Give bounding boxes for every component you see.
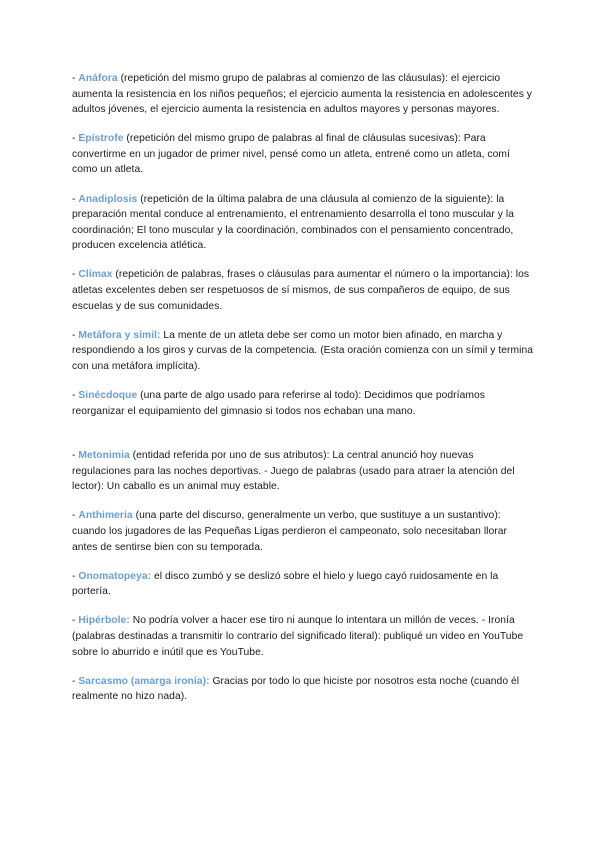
entry-prefix: -: [72, 133, 79, 145]
entry-text: (repetición del mismo grupo de palabras al comienzo de las cláusulas): el ejercicio aumenta la resistencia en los niños pequeños; el ejercicio aumenta la resistencia en adolescentes y adultos jóvenes, el ejercicio aumenta la resistencia en adultos mayores y personas mayores.: [72, 73, 532, 116]
entry-text: No podría volver a hacer ese tiro ni aunque lo intentara un millón de veces. - Ironía (palabras destinadas a transmitir lo contrario del significado literal): publiqué un video en YouTube sobre lo aburrido e inútil que es YouTube.: [72, 615, 524, 658]
entry-prefix: -: [72, 329, 79, 341]
entry-text: (repetición de palabras, frases o cláusulas para aumentar el número o la importancia): los atletas excelentes deben ser respetuosos de sí mismos, de sus compañeros de equipo, de sus escuelas y de sus comunidades.: [72, 269, 530, 312]
entry-prefix: -: [72, 570, 79, 582]
entry-anadiplosis: [72, 192, 534, 254]
entry-text: (repetición del mismo grupo de palabras al final de cláusulas sucesivas): Para convertirme en un jugador de primer nivel, pensé como un atleta, entrené como un atleta, comí como un atleta.: [72, 133, 510, 176]
entry-term: Metáfora y símil:: [78, 329, 161, 341]
entry-term: Anthimeria: [78, 510, 133, 522]
entry-term: Sinécdoque: [78, 390, 138, 401]
entry-text: La mente de un atleta debe ser como un motor bien afinado, en marcha y respondiendo a los giros y curvas de la competencia. (Esta oración comienza con un símil y termina con una metáfora implícita).: [72, 329, 534, 372]
entry-text: el disco zumbó y se deslizó sobre el hielo y luego cayó ruidosamente en la portería.: [72, 570, 499, 598]
entry-epistrofe: [72, 131, 534, 178]
entry-text: Gracias por todo lo que hiciste por nosotros esta noche (cuando él realmente no hizo nada).: [72, 675, 520, 703]
entry-hiperbole: [72, 613, 534, 660]
entry-term: Sarcasmo (amarga ironía):: [78, 675, 210, 687]
entry-text: (repetición de la última palabra de una cláusula al comienzo de la siguiente): la preparación mental conduce al entrenamiento, el entrenamiento desarrolla el tono muscular y la coordinación; El tono muscular y la coordinación, combinados con el pensamiento concentrado, producen excelencia atlética.: [72, 193, 514, 252]
entry-text: (entidad referida por uno de sus atributos): La central anunció hoy nuevas regulaciones para las noches deportivas. - Juego de palabras (usado para atraer la atención del lector): Un caballo es un animal muy estable.: [72, 450, 515, 493]
entry-term: Clímax: [78, 269, 113, 281]
entry-text: (una parte de algo usado para referirse al todo): Decidimos que podríamos reorganizar el equipamiento del gimnasio si todos nos echaban una mano.: [72, 390, 485, 417]
entry-term: Onomatopeya:: [78, 570, 152, 582]
entry-anafora: [72, 71, 534, 118]
entry-prefix: -: [72, 675, 79, 687]
entry-prefix: -: [72, 269, 79, 281]
entry-anthimeria: [72, 508, 534, 555]
entry-prefix: -: [72, 450, 79, 462]
entry-prefix: -: [72, 390, 79, 401]
entry-term: Anáfora: [78, 73, 118, 84]
entry-term: Metonimia: [78, 450, 130, 462]
entry-metafora-simil: [72, 328, 534, 375]
entry-text: (una parte del discurso, generalmente un verbo, que sustituye a un sustantivo): cuando los jugadores de las Pequeñas Ligas perdieron el campeonato, solo necesitaban llorar antes de sentirse bien con su temporada.: [72, 510, 508, 553]
entry-prefix: -: [72, 73, 79, 84]
entry-prefix: -: [72, 193, 79, 205]
entry-sinecdoque: [72, 388, 534, 419]
entry-prefix: -: [72, 615, 79, 627]
entry-term: Anadiplosis: [78, 193, 138, 205]
entry-onomatopeya: [72, 569, 534, 600]
entry-prefix: -: [72, 510, 79, 522]
entry-metonimia: [72, 448, 534, 495]
entry-term: Epístrofe: [78, 133, 124, 145]
entry-climax: [72, 267, 534, 314]
entry-term: Hipérbole:: [78, 615, 130, 627]
document-body: [72, 71, 534, 718]
entry-sarcasmo: [72, 674, 534, 705]
